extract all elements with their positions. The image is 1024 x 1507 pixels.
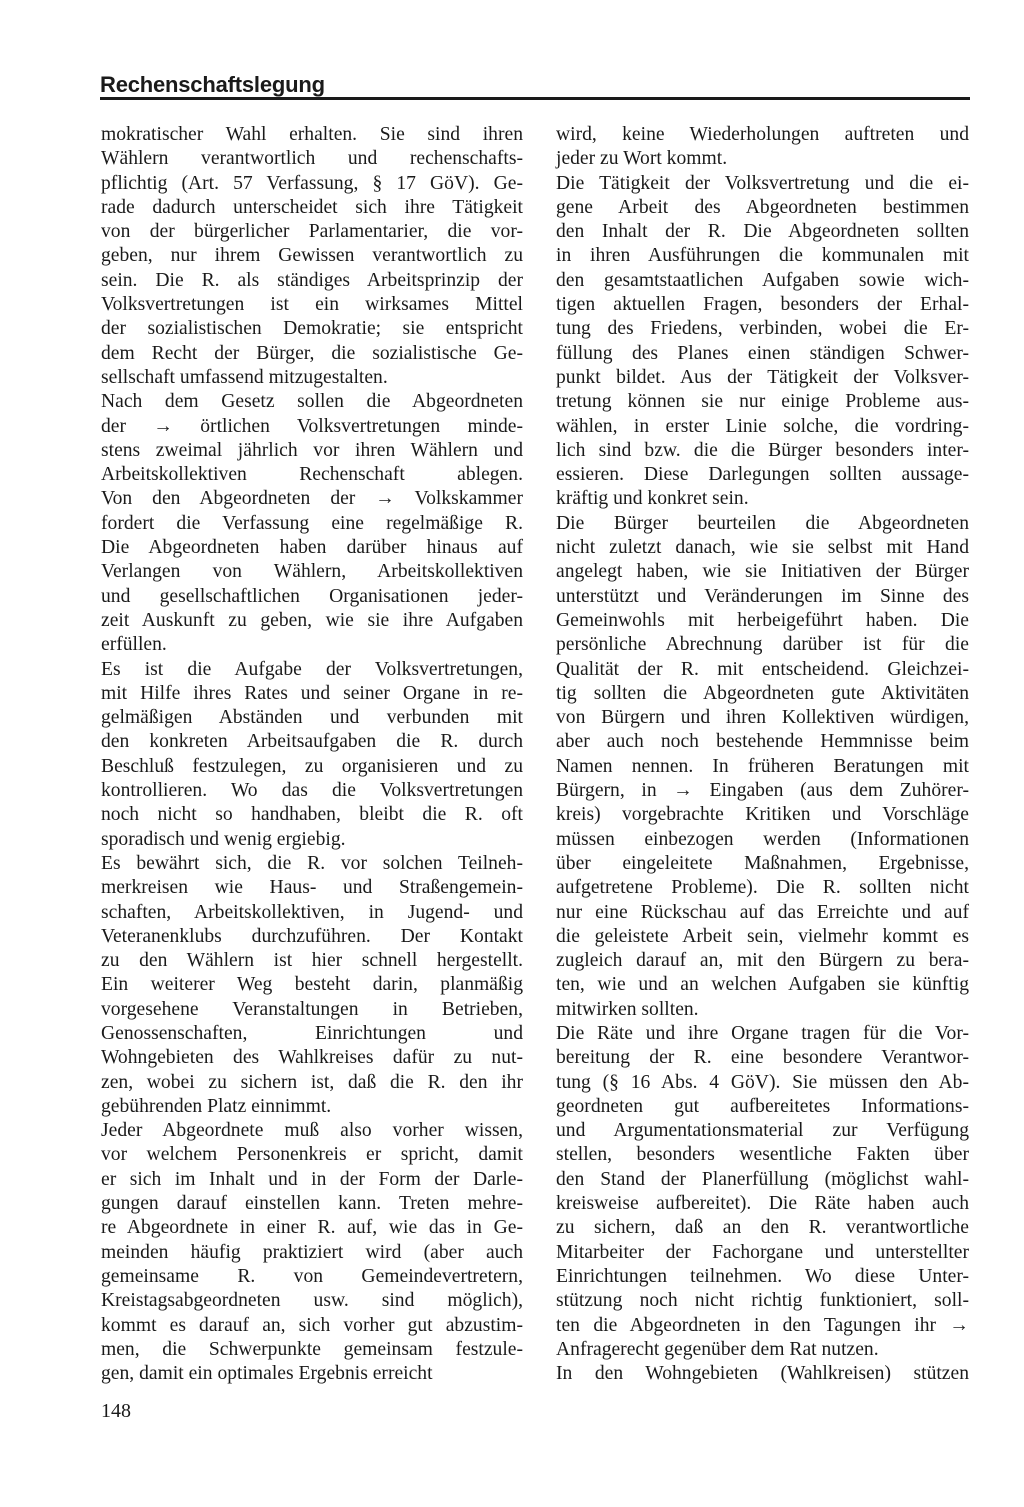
text-line: kreis) vorgebrachte Kritiken und Vorschläge <box>556 804 969 826</box>
text-line: gene Arbeit des Abgeordneten bestimmen <box>556 196 969 218</box>
text-line: vor welchem Personenkreis er spricht, damit <box>101 1144 523 1166</box>
text-line: kommt es darauf an, sich vorher gut abzustim- <box>101 1314 523 1336</box>
text-line: wählen, in erster Linie solche, die vordring- <box>556 415 969 437</box>
text-line: Namen nennen. In früheren Beratungen mit <box>556 755 969 777</box>
text-line: rade dadurch unterscheidet sich ihre Tätigkeit <box>101 196 523 218</box>
text-line: Nach dem Gesetz sollen die Abgeordneten <box>101 391 523 413</box>
text-line: Die Räte und ihre Organe tragen für die Vor- <box>556 1022 969 1044</box>
text-line: gelmäßigen Abständen und verbunden mit <box>101 707 523 729</box>
text-line: zu den Wählern ist hier schnell hergestellt. <box>101 950 523 972</box>
text-line: Ein weiterer Weg besteht darin, planmäßig <box>101 974 523 996</box>
text-line: und gesellschaftlichen Organisationen jeder- <box>101 585 523 607</box>
text-line: mokratischer Wahl erhalten. Sie sind ihren <box>101 124 523 145</box>
text-line: angelegt haben, wie sie Initiativen der Bürger <box>556 561 969 583</box>
text-line: essieren. Diese Darlegungen sollten aussage- <box>556 464 969 486</box>
text-line: den Inhalt der R. Die Abgeordneten sollten <box>556 221 969 243</box>
text-line: tung des Friedens, verbinden, wobei die Er- <box>556 318 969 340</box>
text-line: tung (§ 16 Abs. 4 GöV). Sie müssen den Ab- <box>556 1071 969 1093</box>
text-line: tigen aktuellen Fragen, besonders der Erhal- <box>556 294 969 316</box>
text-line: bereitung der R. eine besondere Verantwor- <box>556 1047 969 1069</box>
text-line: Wohngebieten des Wahlkreises dafür zu nut- <box>101 1047 523 1069</box>
text-line: und Argumentationsmaterial zur Verfügung <box>556 1120 969 1142</box>
text-line: gungen darauf einstellen kann. Treten mehre- <box>101 1193 523 1215</box>
text-line: Wählern verantwortlich und rechenschafts- <box>101 148 523 170</box>
right-column <box>556 123 969 1386</box>
text-line: vorgesehene Veranstaltungen in Betrieben, <box>101 998 523 1020</box>
text-line: noch nicht so handhaben, bleibt die R. oft <box>101 804 523 826</box>
text-line: der → örtlichen Volksvertretungen minde- <box>101 415 523 437</box>
text-line: Beschluß festzulegen, zu organisieren und zu <box>101 755 523 777</box>
text-line: über eingeleitete Maßnahmen, Ergebnisse, <box>556 852 969 874</box>
text-line: den gesamtstaatlichen Aufgaben sowie wich- <box>556 269 969 291</box>
text-line: men, die Schwerpunkte gemeinsam festzule- <box>101 1338 523 1360</box>
page-title: Rechenschaftslegung <box>100 72 325 97</box>
text-line: Die Tätigkeit der Volksvertretung und die ei- <box>556 172 969 194</box>
text-line: aber auch noch bestehende Hemmnisse beim <box>556 731 969 753</box>
header-rule <box>100 97 970 100</box>
text-line: Verlangen von Wählern, Arbeitskollektiven <box>101 561 523 583</box>
text-line: stützung noch nicht richtig funktioniert, soll- <box>556 1290 969 1312</box>
text-line: er sich im Inhalt und in der Form der Darle- <box>101 1168 523 1190</box>
text-line: Gemeinwohls mit herbeigeführt haben. Die <box>556 609 969 631</box>
text-line: zugleich darauf an, mit den Bürgern zu bera- <box>556 950 969 972</box>
text-line: gebührenden Platz einnimmt. <box>101 1095 332 1117</box>
text-line: tretung können sie nur einige Probleme aus- <box>556 391 969 413</box>
text-line: kreisweise aufbereitet). Die Räte haben auch <box>556 1193 969 1215</box>
text-line: Die Bürger beurteilen die Abgeordneten <box>556 512 969 534</box>
text-line: gen, damit ein optimales Ergebnis erreicht <box>101 1363 433 1385</box>
text-line: Arbeitskollektiven Rechenschaft ablegen. <box>101 464 523 486</box>
text-line: fordert die Verfassung eine regelmäßige R. <box>101 512 523 534</box>
text-line: füllung des Planes einen ständigen Schwer- <box>556 342 969 364</box>
text-line: zu sichern, daß an den R. verantwortliche <box>556 1217 969 1239</box>
text-line: persönliche Abrechnung darüber ist für die <box>556 634 969 656</box>
text-line: ten die Abgeordneten in den Tagungen ihr → <box>556 1314 969 1336</box>
text-line: müssen einbezogen werden (Informationen <box>556 828 969 850</box>
text-line: die geleistete Arbeit sein, vielmehr kommt es <box>556 925 969 947</box>
page-number: 148 <box>101 1400 131 1422</box>
text-line: Von den Abgeordneten der → Volkskammer <box>101 488 523 510</box>
text-line: Mitarbeiter der Fachorgane und unterstellter <box>556 1241 969 1263</box>
text-line: Anfragerecht gegenüber dem Rat nutzen. <box>556 1338 879 1360</box>
text-line: Die Abgeordneten haben darüber hinaus auf <box>101 537 523 559</box>
text-line: von Bürgern und ihren Kollektiven würdigen, <box>556 707 969 729</box>
text-line: geordneten gut aufbereitetes Informations- <box>556 1095 969 1117</box>
text-line: zeit Auskunft zu geben, wie sie ihre Aufgaben <box>101 609 523 631</box>
text-line: nur eine Rückschau auf das Erreichte und auf <box>556 901 969 923</box>
text-line: den Stand der Planerfüllung (möglichst wahl- <box>556 1168 969 1190</box>
text-line: Volksvertretungen ist ein wirksames Mittel <box>101 294 523 316</box>
text-line: kräftig und konkret sein. <box>556 488 749 510</box>
text-line: den konkreten Arbeitsaufgaben die R. durch <box>101 731 523 753</box>
text-line: Es ist die Aufgabe der Volksvertretungen, <box>101 658 523 680</box>
text-line: Bürgern, in → Eingaben (aus dem Zuhörer- <box>556 780 969 802</box>
text-line: kontrollieren. Wo das die Volksvertretungen <box>101 780 523 802</box>
text-line: meinden häufig praktiziert wird (aber auch <box>101 1241 523 1263</box>
left-column <box>101 123 523 1386</box>
text-line: Kreistagsabgeordneten usw. sind möglich), <box>101 1290 523 1312</box>
text-line: Jeder Abgeordnete muß also vorher wissen, <box>101 1120 523 1142</box>
text-line: Veteranenklubs durchzuführen. Der Kontakt <box>101 925 523 947</box>
text-line: punkt bildet. Aus der Tätigkeit der Volksver- <box>556 366 969 388</box>
text-line: stellen, besonders wesentliche Fakten über <box>556 1144 969 1166</box>
text-line: Einrichtungen teilnehmen. Wo diese Unter- <box>556 1265 969 1287</box>
text-line: tig sollten die Abgeordneten gute Aktivitäten <box>556 682 969 704</box>
text-line: stens zweimal jährlich vor ihren Wählern und <box>101 439 523 461</box>
text-line: pflichtig (Art. 57 Verfassung, § 17 GöV). Ge- <box>101 172 523 194</box>
text-line: sellschaft umfassend mitzugestalten. <box>101 366 388 388</box>
text-line: unterstützt und Veränderungen im Sinne des <box>556 585 969 607</box>
text-line: Genossenschaften, Einrichtungen und <box>101 1022 523 1044</box>
text-line: jeder zu Wort kommt. <box>556 148 728 170</box>
text-line: der sozialistischen Demokratie; sie entspricht <box>101 318 523 340</box>
text-line: mitwirken sollten. <box>556 998 699 1020</box>
text-line: In den Wohngebieten (Wahlkreisen) stützen <box>556 1363 969 1385</box>
text-line: mit Hilfe ihres Rates und seiner Organe in re- <box>101 682 523 704</box>
text-line: ten, wie und an welchen Aufgaben sie künftig <box>556 974 969 996</box>
text-line: re Abgeordnete in einer R. auf, wie das in Ge- <box>101 1217 523 1239</box>
text-line: sein. Die R. als ständiges Arbeitsprinzip der <box>101 269 523 291</box>
text-line: gemeinsame R. von Gemeindevertretern, <box>101 1265 523 1287</box>
text-line: sporadisch und wenig ergiebig. <box>101 828 346 850</box>
text-line: geben, nur ihrem Gewissen verantwortlich zu <box>101 245 523 267</box>
text-line: erfüllen. <box>101 634 167 656</box>
text-line: in ihren Ausführungen die kommunalen mit <box>556 245 969 267</box>
text-line: schaften, Arbeitskollektiven, in Jugend- und <box>101 901 523 923</box>
text-line: merkreisen wie Haus- und Straßengemein- <box>101 877 523 899</box>
text-line: zen, wobei zu sichern ist, daß die R. den ihr <box>101 1071 523 1093</box>
text-line: lich sind bzw. die die Bürger besonders inter- <box>556 439 969 461</box>
text-line: dem Recht der Bürger, die sozialistische Ge- <box>101 342 523 364</box>
text-line: nicht zuletzt danach, wie sie selbst mit Hand <box>556 537 969 559</box>
text-line: Qualität der R. mit entscheidend. Gleichzei- <box>556 658 969 680</box>
text-line: wird, keine Wiederholungen auftreten und <box>556 124 969 145</box>
text-line: Es bewährt sich, die R. vor solchen Teilneh- <box>101 852 523 874</box>
text-line: von der bürgerlicher Parlamentarier, die vor- <box>101 221 523 243</box>
text-line: aufgetretene Probleme). Die R. sollten nicht <box>556 877 969 899</box>
